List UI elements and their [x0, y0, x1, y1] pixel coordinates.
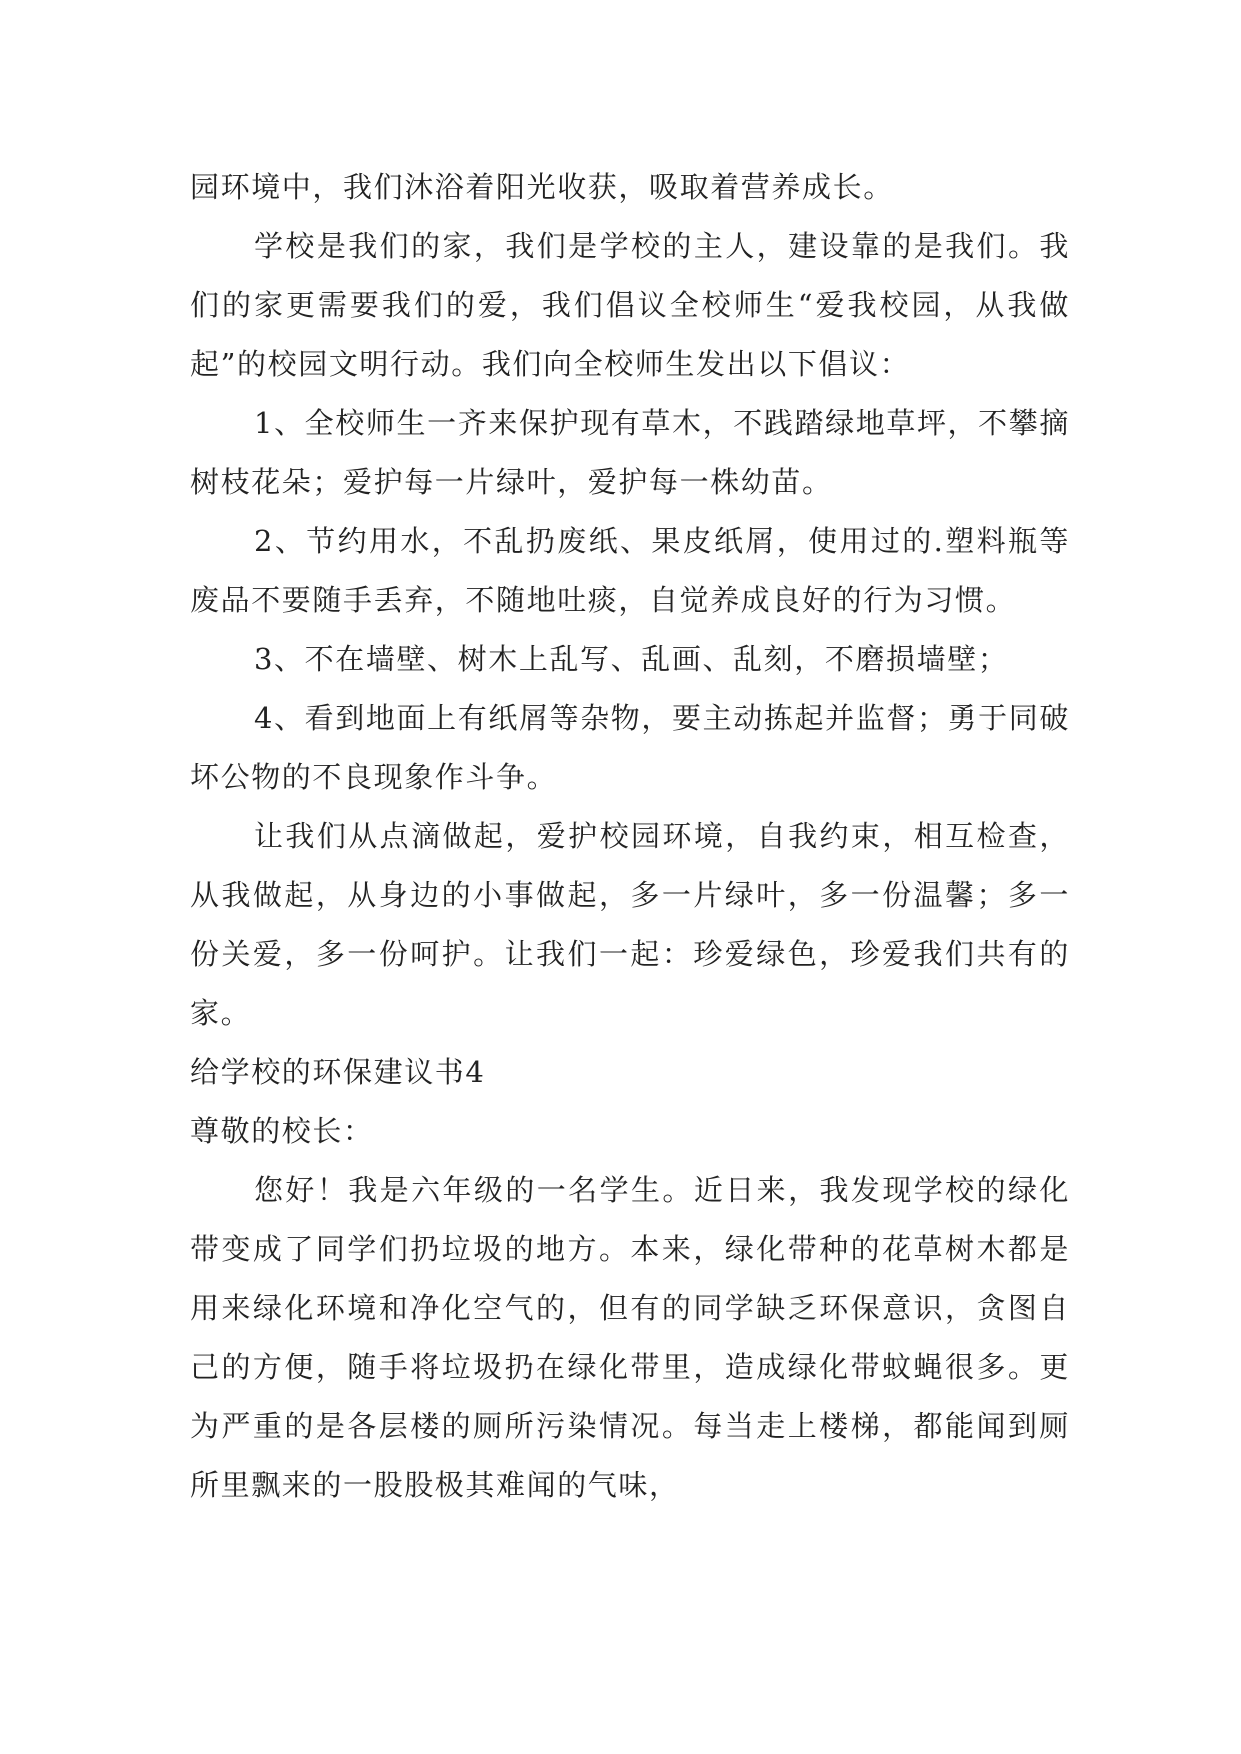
proposal-item-4: 4、看到地面上有纸屑等杂物，要主动拣起并监督；勇于同破坏公物的不良现象作斗争。: [190, 701, 1070, 794]
proposal-item-3: 3、不在墙壁、树木上乱写、乱画、乱刻，不磨损墙壁；: [254, 642, 1009, 676]
salutation: 尊敬的校长：: [190, 1114, 374, 1148]
document-body: [190, 158, 1070, 1515]
paragraph-intro: 学校是我们的家，我们是学校的主人，建设靠的是我们。我们的家更需要我们的爱，我们倡议全校师生“爱我校园，从我做起”的校园文明行动。我们向全校师生发出以下倡议：: [190, 229, 1070, 381]
letter-body-paragraph: 您好！我是六年级的一名学生。近日来，我发现学校的绿化带变成了同学们扔垃圾的地方。本来，绿化带种的花草树木都是用来绿化环境和净化空气的，但有的同学缺乏环保意识，贪图自己的方便，随手将垃圾扔在绿化带里，造成绿化带蚊蝇很多。更为严重的是各层楼的厕所污染情况。每当走上楼梯，都能闻到厕所里飘来的一股股极其难闻的气味，: [190, 1173, 1070, 1502]
proposal-item-2: 2、节约用水，不乱扔废纸、果皮纸屑，使用过的.塑料瓶等废品不要随手丢弃，不随地吐痰，自觉养成良好的行为习惯。: [190, 524, 1070, 617]
section-heading: 给学校的环保建议书4: [190, 1055, 486, 1089]
paragraph-closing: 让我们从点滴做起，爱护校园环境，自我约束，相互检查，从我做起，从身边的小事做起，多一片绿叶，多一份温馨；多一份关爱，多一份呵护。让我们一起：珍爱绿色，珍爱我们共有的家。: [190, 819, 1070, 1030]
paragraph-continuation: 园环境中，我们沐浴着阳光收获，吸取着营养成长。: [190, 170, 894, 204]
proposal-item-1: 1、全校师生一齐来保护现有草木，不践踏绿地草坪，不攀摘树枝花朵；爱护每一片绿叶，爱护每一株幼苗。: [190, 406, 1070, 499]
